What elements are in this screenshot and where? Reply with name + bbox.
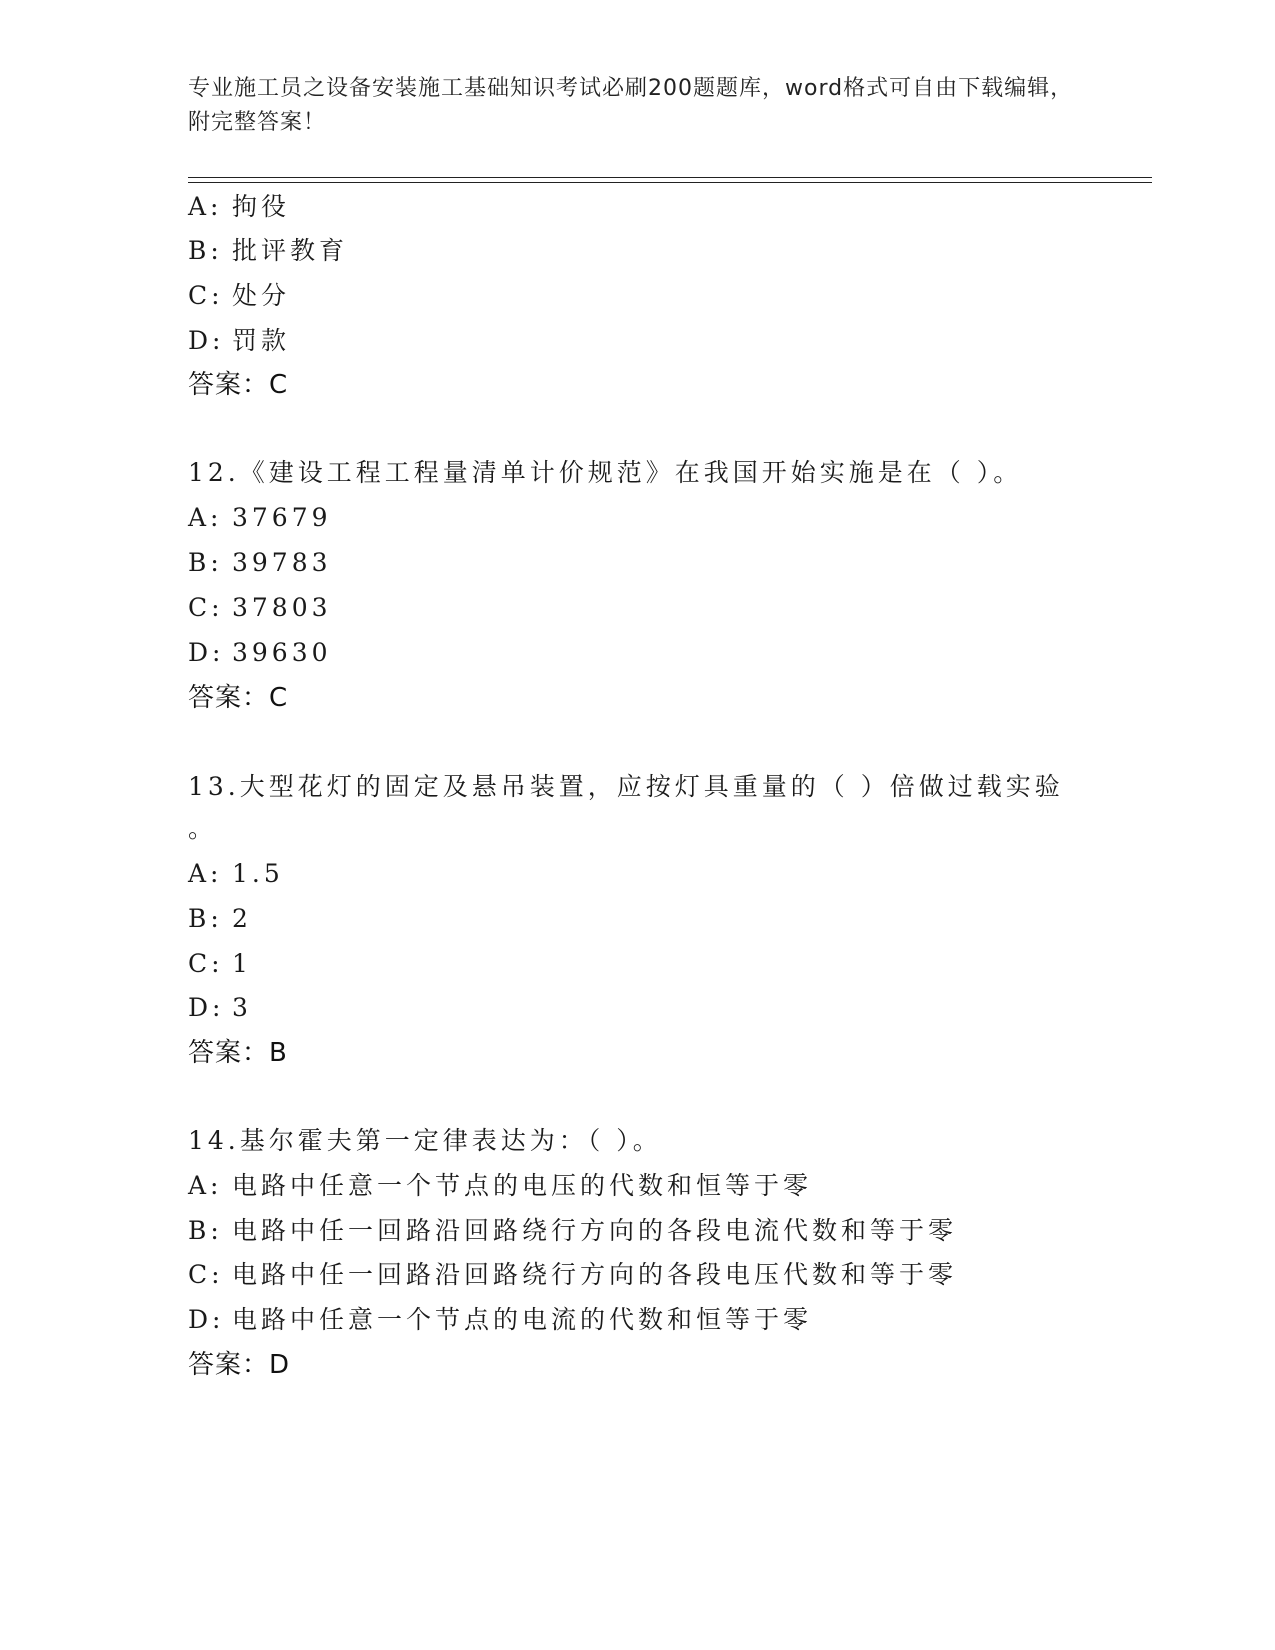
option-label: D: — [188, 326, 225, 355]
option-label: B: — [188, 1216, 223, 1245]
option-label: B: — [188, 548, 223, 577]
q14-option-b — [188, 1216, 957, 1246]
option-text: 3 — [232, 993, 252, 1022]
q12-question: 12.《建设工程工程量清单计价规范》在我国开始实施是在（ ）。 — [188, 458, 1023, 487]
document-header: 专业施工员之设备安装施工基础知识考试必刷200题题库，word格式可自由下载编辑，附完整答案！ — [188, 76, 1074, 135]
q13-option-b — [188, 904, 252, 934]
q11-option-d — [188, 326, 290, 356]
q11-answer: 答案：C — [188, 370, 289, 400]
q14-option-c — [188, 1260, 957, 1290]
option-label: A: — [188, 192, 223, 221]
q12-answer: 答案：C — [188, 683, 289, 713]
option-label: A: — [188, 859, 223, 888]
q13-option-d — [188, 993, 252, 1023]
option-text: 批评教育 — [232, 236, 349, 265]
option-text: 电路中任意一个节点的电流的代数和恒等于零 — [232, 1305, 813, 1334]
option-text: 1.5 — [232, 859, 284, 888]
q13-answer: 答案：B — [188, 1038, 288, 1068]
q14-answer: 答案：D — [188, 1350, 291, 1380]
q11-option-c — [188, 281, 290, 311]
q12-option-b — [188, 548, 332, 578]
option-label: D: — [188, 1305, 225, 1334]
option-label: A: — [188, 503, 223, 532]
header-rule-bottom — [188, 182, 1152, 183]
option-text: 39783 — [232, 548, 332, 577]
option-label: D: — [188, 993, 225, 1022]
option-label: C: — [188, 949, 224, 978]
q14-question: 14.基尔霍夫第一定律表达为：（ ）。 — [188, 1126, 662, 1155]
q14-option-a — [188, 1171, 812, 1201]
q13-option-a — [188, 859, 284, 889]
option-label: C: — [188, 593, 224, 622]
option-label: C: — [188, 281, 224, 310]
option-label: C: — [188, 1260, 224, 1289]
option-label: B: — [188, 904, 223, 933]
q12-option-c — [188, 593, 332, 623]
option-text: 电路中任一回路沿回路绕行方向的各段电压代数和等于零 — [232, 1260, 958, 1289]
option-label: B: — [188, 236, 223, 265]
option-text: 电路中任一回路沿回路绕行方向的各段电流代数和等于零 — [232, 1216, 958, 1245]
option-text: 1 — [232, 949, 252, 978]
option-label: A: — [188, 1171, 223, 1200]
option-label: D: — [188, 638, 225, 667]
header-rule-top — [188, 177, 1152, 178]
q13-option-c — [188, 949, 252, 979]
option-text: 罚款 — [232, 326, 291, 355]
option-text: 拘役 — [232, 192, 291, 221]
q11-option-a — [188, 192, 290, 222]
q12-option-d — [188, 638, 332, 668]
option-text: 39630 — [232, 638, 332, 667]
option-text: 37679 — [232, 503, 332, 532]
option-text: 2 — [232, 904, 252, 933]
option-text: 处分 — [232, 281, 291, 310]
q14-option-d — [188, 1305, 812, 1335]
q13-question-line2: 。 — [188, 814, 218, 843]
q13-question-line1: 13.大型花灯的固定及悬吊装置，应按灯具重量的（ ）倍做过载实验 — [188, 772, 1064, 801]
option-text: 电路中任意一个节点的电压的代数和恒等于零 — [232, 1171, 813, 1200]
option-text: 37803 — [232, 593, 332, 622]
q11-option-b — [188, 236, 348, 266]
q12-option-a — [188, 503, 332, 533]
